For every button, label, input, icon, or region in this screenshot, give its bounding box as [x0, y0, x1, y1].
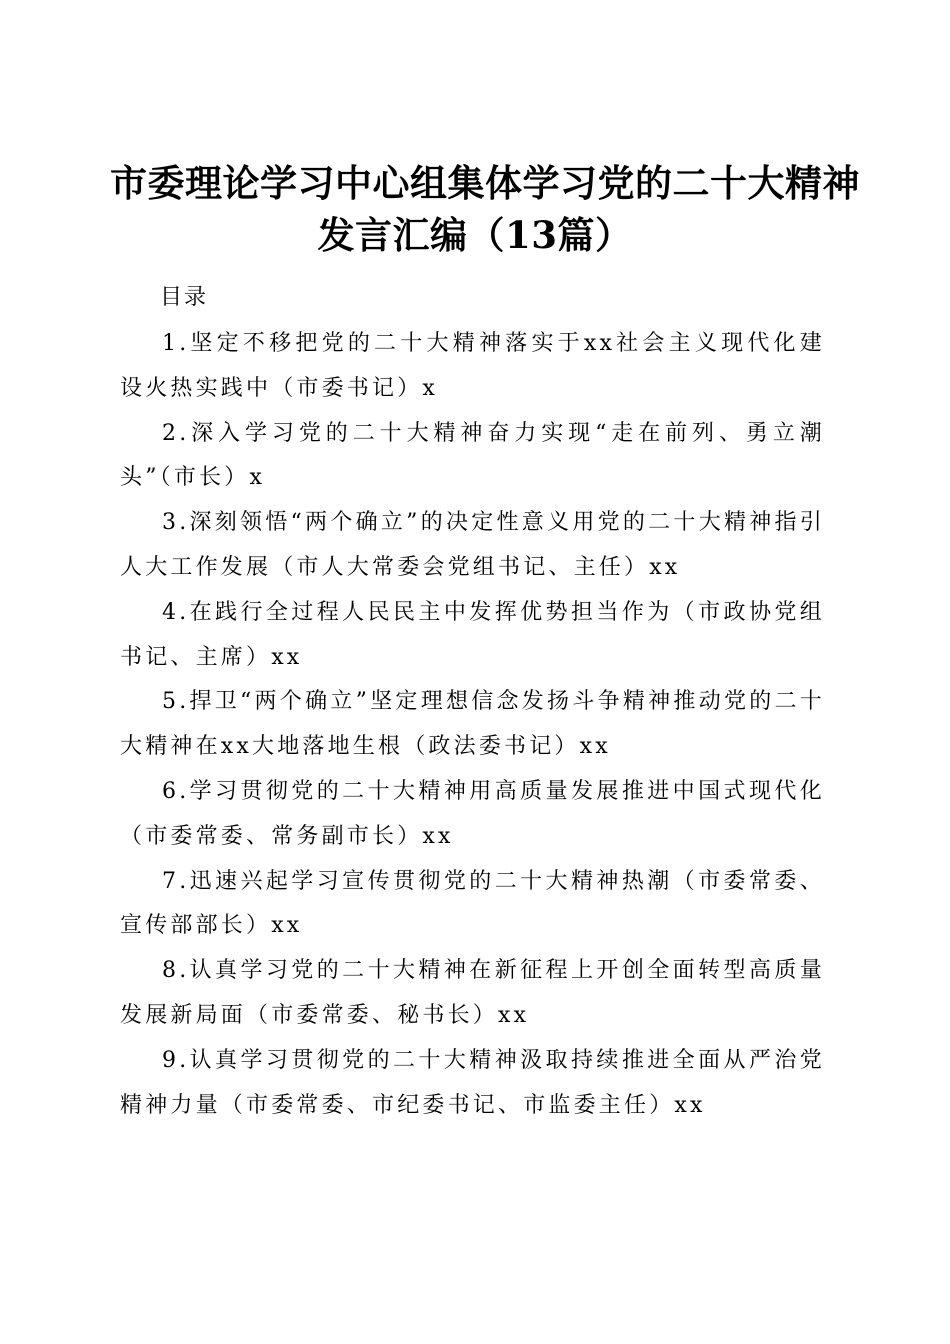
toc-item-3: 3.深刻领悟“两个确立”的决定性意义用党的二十大精神指引人大工作发展（市人大常委会党组书记、主任）xx — [120, 510, 825, 580]
toc-heading: 目录 — [160, 285, 209, 310]
toc-item-6: 6.学习贯彻党的二十大精神用高质量发展推进中国式现代化（市委常委、常务副市长）xx — [120, 778, 825, 849]
title-line-2: 发言汇编（13篇） — [317, 212, 633, 257]
toc-item-5: 5.捍卫“两个确立”坚定理想信念发扬斗争精神推动党的二十大精神在xx大地落地生根（政法委书记）xx — [120, 689, 825, 760]
toc-item-4: 4.在践行全过程人民民主中发挥优势担当作为（市政协党组书记、主席）xx — [120, 599, 825, 670]
toc-item-2: 2.深入学习党的二十大精神奋力实现“走在前列、勇立潮头”（市长）x — [120, 420, 825, 491]
toc-item-7: 7.迅速兴起学习宣传贯彻党的二十大精神热潮（市委常委、宣传部部长）xx — [120, 868, 825, 939]
toc-item-8: 8.认真学习党的二十大精神在新征程上开创全面转型高质量发展新局面（市委常委、秘书长）xx — [120, 958, 825, 1028]
toc-item-1: 1.坚定不移把党的二十大精神落实于xx社会主义现代化建设火热实践中（市委书记）x — [120, 331, 825, 401]
document-title — [110, 157, 860, 261]
toc-item-9: 9.认真学习贯彻党的二十大精神汲取持续推进全面从严治党精神力量（市委常委、市纪委书记、市监委主任）xx — [120, 1047, 825, 1118]
table-of-contents — [120, 322, 825, 1128]
title-line-1: 市委理论学习中心组集体学习党的二十大精神 — [110, 160, 860, 205]
